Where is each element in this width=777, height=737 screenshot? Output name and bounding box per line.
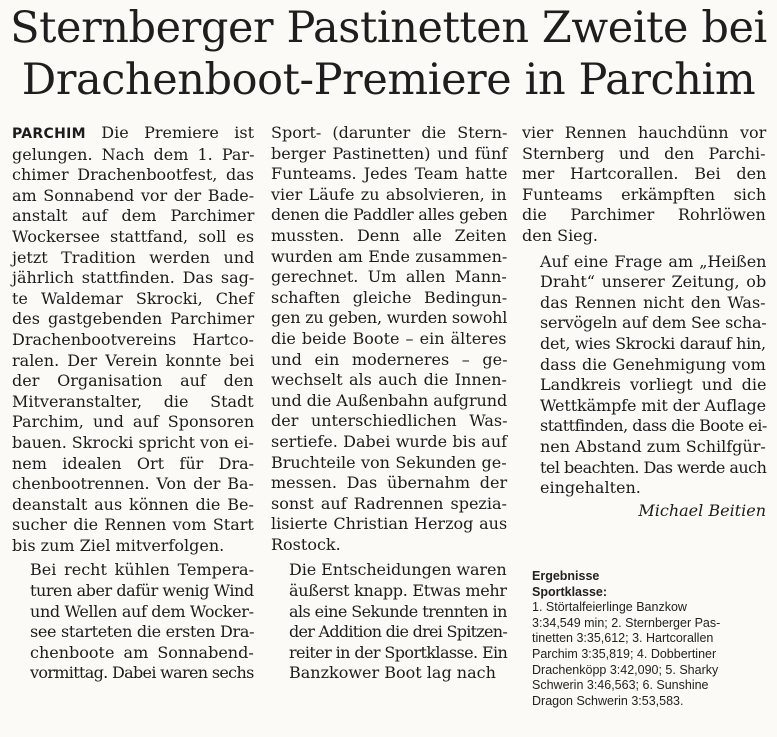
text-line: Wockersee stattfand, soll es bbox=[12, 226, 255, 246]
results-box bbox=[532, 569, 768, 709]
text-line: gelungen. Nach dem 1. Par- bbox=[12, 144, 255, 164]
text-line: die Parchimer Rohrlöwen bbox=[522, 205, 766, 225]
text-line: stattfinden, dass die Boote ei- bbox=[540, 416, 767, 436]
text-line: am Sonnabend vor der Bade- bbox=[12, 185, 255, 205]
text-line: wurden am Ende zusammen- bbox=[271, 246, 508, 266]
text-line: Draht“ unserer Zeitung, ob bbox=[540, 272, 767, 292]
text-line: mer Hartcorallen. Bei den bbox=[522, 164, 767, 184]
text-line: und die Außenbahn aufgrund bbox=[271, 390, 508, 410]
text-line: jetzt Tradition werden und bbox=[12, 247, 255, 267]
text-line: Mitveranstalter, die Stadt bbox=[12, 391, 254, 411]
headline bbox=[0, 2, 777, 106]
text-line: der unterschiedlichen Was- bbox=[271, 411, 508, 431]
text-line: denen die Paddler alles geben bbox=[271, 205, 508, 225]
text-line: nen Abstand zum Schilfgür- bbox=[540, 436, 766, 456]
text-line: bauen. Skrocki spricht von ei- bbox=[12, 432, 254, 452]
text-line: sertiefe. Dabei wurde bis auf bbox=[271, 431, 508, 451]
text-line: Parchim, und auf Sponsoren bbox=[12, 412, 255, 432]
text-line: det, wies Skrocki darauf hin, bbox=[540, 333, 766, 353]
text-line: Bruchteile von Sekunden ge- bbox=[271, 452, 507, 472]
text-line: chimer Drachenbootfest, das bbox=[12, 165, 254, 185]
text-line: wechselt als auch die Innen- bbox=[271, 370, 507, 390]
text-line: Wettkämpfe mit der Auflage bbox=[540, 395, 766, 415]
text-line: der Addition die drei Spitzen- bbox=[289, 622, 508, 642]
text-line: als eine Sekunde trennten in bbox=[289, 601, 507, 621]
headline-line-1: Sternberger Pastinetten Zweite bei bbox=[10, 3, 767, 53]
article-column-2 bbox=[271, 123, 507, 684]
text-line: jährlich stattfinden. Das sag- bbox=[12, 268, 255, 288]
text-line: bis zum Ziel mitverfolgen. bbox=[12, 535, 225, 555]
text-line: reiter in der Sportklasse. Ein bbox=[289, 642, 508, 662]
results-title: Ergebnisse bbox=[532, 569, 600, 583]
text-line: das Rennen nicht den Was- bbox=[540, 292, 766, 312]
text-line: Dragon Schwerin 3:53,583. bbox=[532, 693, 684, 708]
results-subtitle: Sportklasse: bbox=[532, 584, 608, 599]
article-column-3 bbox=[522, 123, 766, 521]
text-line: und Wellen auf dem Wocker- bbox=[30, 601, 254, 621]
text-line-content: Die Premiere ist bbox=[85, 123, 255, 142]
paragraph-4 bbox=[271, 560, 507, 684]
text-line: nem idealen Ort für Dra- bbox=[12, 453, 255, 473]
text-line: Drachenbootvereins Hartco- bbox=[12, 329, 254, 349]
author-byline: Michael Beitien bbox=[638, 500, 766, 520]
paragraph-3 bbox=[271, 123, 507, 555]
text-line: und ein moderneres – ge- bbox=[271, 349, 508, 369]
text-line: mussten. Denn alle Zeiten bbox=[271, 225, 507, 245]
text-line: servögeln auf dem See scha- bbox=[540, 313, 767, 333]
text-line: äußerst knapp. Etwas mehr bbox=[289, 581, 507, 601]
text-line: see starteten die ersten Dra- bbox=[30, 622, 255, 642]
text-line: Banzkower Boot lag nach bbox=[289, 663, 496, 683]
text-line: Schwerin 3:46,563; 6. Sunshine bbox=[532, 678, 709, 693]
text-line: berger Pastinetten) und fünf bbox=[271, 143, 508, 163]
text-line: des gastgebenden Parchimer bbox=[12, 309, 255, 329]
text-line: die beide Boote – ein älteres bbox=[271, 328, 507, 348]
text-line: Funteams erkämpften sich bbox=[522, 184, 767, 204]
text-line: deanstalt aus können die Be- bbox=[12, 494, 254, 514]
paragraph-1 bbox=[12, 123, 254, 556]
text-line: Landkreis vorliegt und die bbox=[540, 375, 767, 395]
text-line: tel beachten. Das werde auch bbox=[540, 457, 767, 477]
text-line: lisierte Christian Herzog aus bbox=[271, 514, 508, 534]
text-line: Die Entscheidungen waren bbox=[289, 560, 507, 580]
text-line: schaften gleiche Bedingun- bbox=[271, 287, 508, 307]
text-line: Parchim 3:35,819; 4. Dobbertiner bbox=[532, 646, 717, 661]
text-line: anstalt auf dem Parchimer bbox=[12, 206, 255, 226]
text-line: gerechnet. Um allen Mann- bbox=[271, 267, 507, 287]
text-line: Bei recht kühlen Tempera- bbox=[30, 560, 254, 580]
dateline: PARCHIM bbox=[12, 126, 86, 142]
text-line bbox=[12, 123, 254, 145]
text-line: 3:34,549 min; 2. Sternberger Pas- bbox=[532, 615, 721, 630]
text-line: Drachenköpp 3:42,090; 5. Sharky bbox=[532, 662, 719, 677]
text-line: sucher die Rennen vom Start bbox=[12, 515, 254, 535]
text-line: der Organisation auf den bbox=[12, 371, 254, 391]
paragraph-2 bbox=[12, 560, 254, 684]
text-line: dass die Genehmigung vom bbox=[540, 354, 766, 374]
text-line: tinetten 3:35,612; 3. Hartcorallen bbox=[532, 631, 714, 646]
text-line: te Waldemar Skrocki, Chef bbox=[12, 288, 254, 308]
results-list bbox=[532, 600, 768, 709]
text-line: ralen. Der Verein konnte bei bbox=[12, 350, 255, 370]
text-line: Sport- (darunter die Stern- bbox=[271, 123, 508, 142]
paragraph-6 bbox=[522, 252, 766, 499]
text-line: chenboote am Sonnabend- bbox=[30, 642, 254, 662]
text-line: turen aber dafür wenig Wind bbox=[30, 581, 254, 601]
text-line: gen zu geben, wurden sowohl bbox=[271, 308, 508, 328]
text-line: sonst auf Radrennen spezia- bbox=[271, 493, 507, 513]
text-line: Rostock. bbox=[271, 534, 341, 554]
text-line: chenbootrennen. Von der Ba- bbox=[12, 474, 254, 494]
text-line: messen. Das übernahm der bbox=[271, 473, 508, 493]
text-line: 1. Störtalfeierlinge Banzkow bbox=[532, 600, 687, 615]
text-line: Auf eine Frage am „Heißen bbox=[540, 251, 767, 271]
article-column-1 bbox=[12, 123, 254, 684]
headline-line-2: Drachenboot-Premiere in Parchim bbox=[21, 55, 756, 105]
paragraph-5 bbox=[522, 123, 766, 247]
text-line: vier Rennen hauchdünn vor bbox=[522, 123, 767, 142]
text-line: eingehalten. bbox=[540, 478, 641, 498]
text-line: vier Läufe zu absolvieren, in bbox=[271, 184, 507, 204]
text-line: Sternberg und den Parchi- bbox=[522, 143, 766, 163]
text-line: Funteams. Jedes Team hatte bbox=[271, 164, 508, 184]
text-line: vormittag. Dabei waren sechs bbox=[30, 663, 254, 683]
text-line: den Sieg. bbox=[522, 225, 598, 245]
